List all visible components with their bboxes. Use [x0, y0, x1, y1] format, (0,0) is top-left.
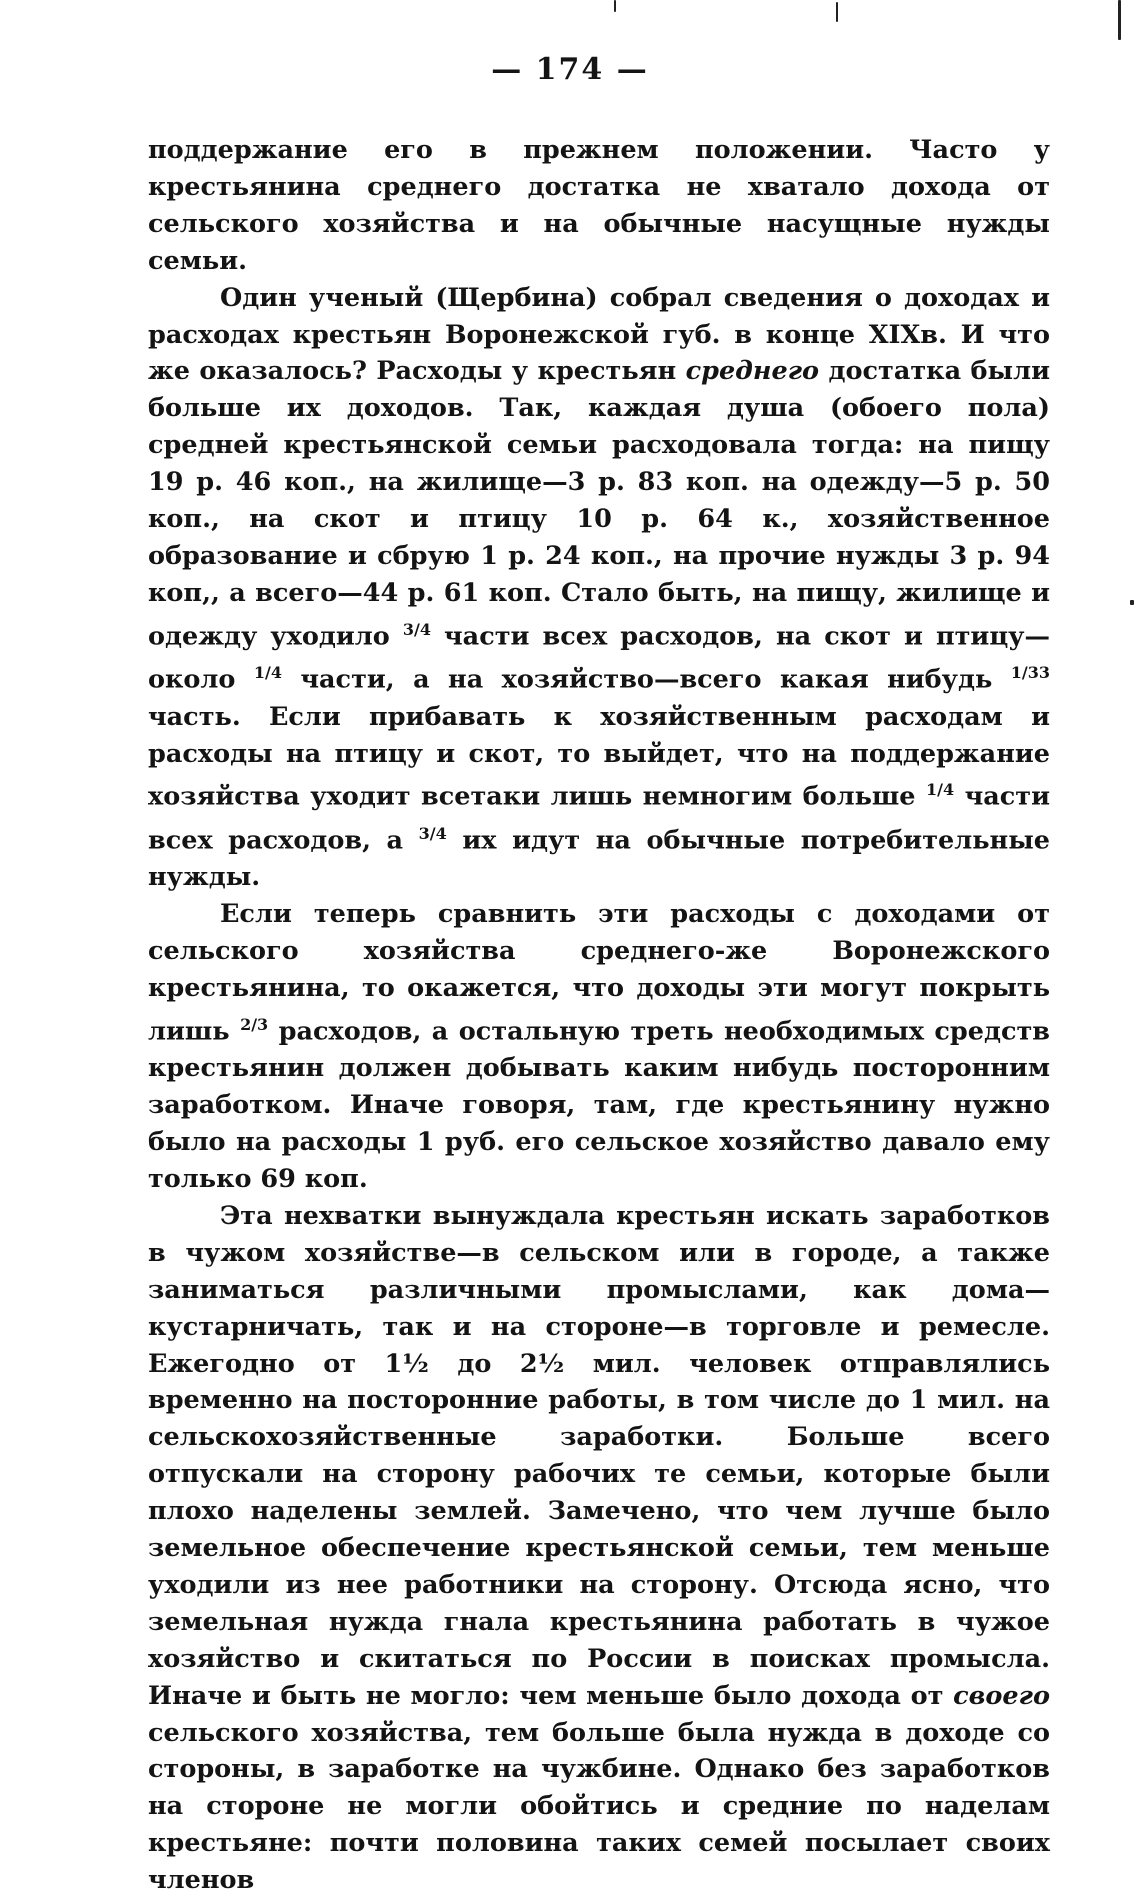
paragraph: [148, 280, 1050, 897]
scan-mark: [1118, 0, 1121, 40]
text-run: часть. Если прибавать к хозяйственным расходам и расходы на птицу и скот, то выйдет, что на поддержание хозяйства уходит всетаки лишь немногим больше: [148, 701, 1050, 812]
text-run: их идут на обычные потребительные нужды.: [148, 825, 1050, 893]
fraction: 1/33: [1010, 663, 1050, 683]
text-run: Эта нехватки вынуждала крестьян искать заработков в чужом хозяйстве—в сельском или в городе, а также заниматься различными промыслами, как дома—кустарничать, так и на стороне—в торговле и ремесле. Ежегодно от 1½ до 2½ мил. человек отправлялись временно на посторонние работы, в том числе до 1 мил. на сельскохозяйственные заработки. Больше всего отпускали на сторону рабочих те семьи, которые были плохо наделены землей. Замечено, что чем лучше было земельное обеспечение крестьянской семьи, тем меньше уходили из нее работники на сторону. Отсюда ясно, что земельная нужда гнала крестьянина работать в чужое хозяйство и скитаться по России в поисках промысла. Иначе и быть не могло: чем меньше было дохода от: [148, 1200, 1050, 1711]
scan-mark: [614, 0, 616, 12]
text-run: достатка были больше их доходов. Так, каждая душа (обоего пола) средней крестьянской семьи расходовала тогда: на пищу 19 р. 46 коп., на жилище—3 р. 83 коп. на одежду—5 р. 50 коп., на скот и птицу 10 р. 64 к., хозяйственное образование и сбрую 1 р. 24 коп., на прочие нужды 3 р. 94 коп,, а всего—44 р. 61 коп. Стало быть, на пищу, жилище и одежду уходило: [148, 356, 1051, 652]
scan-mark: [1130, 600, 1134, 605]
paragraph: [148, 1198, 1050, 1899]
scan-mark: [836, 2, 838, 22]
fraction: 3/4: [402, 619, 431, 639]
text-run: части всех расходов, на скот и птицу— около: [148, 621, 1051, 695]
fraction: 2/3: [240, 1014, 269, 1034]
text-run: Один ученый (Щербина) собрал сведения о доходах и расходах крестьян Воронежской губ. в конце XIXв. И что же оказалось? Расходы у крестьян: [148, 282, 1050, 387]
fraction: 3/4: [418, 823, 447, 843]
text-run: части всех расходов, а: [148, 781, 1050, 856]
emphasis-text: своего: [953, 1680, 1050, 1711]
text-run: части, а на хозяйство—всего какая нибудь: [281, 664, 1011, 695]
fraction: 1/4: [253, 663, 282, 683]
fraction: 1/4: [925, 780, 955, 800]
paragraph: [148, 132, 1050, 280]
paragraph: [148, 896, 1050, 1198]
text-run: поддержание его в прежнем положении. Часто у крестьянина среднего достатка не хватало дохода от сельского хозяйства и на обычные насущные нужды семьи.: [148, 135, 1050, 276]
text-run: Если теперь сравнить эти расходы с доходами от сельского хозяйства среднего-же Воронежского крестьянина, то окажется, что доходы эти могут покрыть лишь: [148, 899, 1050, 1047]
text-run: сельского хозяйства, тем больше была нужда в доходе со стороны, в заработке на чужбине. Однако без заработков на стороне не могли обойтись и средние по наделам крестьяне: почти половина таких семей посылает своих членов: [148, 1717, 1050, 1896]
text-run: расходов, а остальную треть необходимых средств крестьянин должен добывать каким нибудь посторонним заработком. Иначе говоря, там, где крестьянину нужно было на расходы 1 руб. его сельское хозяйство давало ему только 69 коп.: [148, 1016, 1050, 1194]
body-text: [148, 132, 1050, 1899]
emphasis-text: среднего: [685, 356, 820, 387]
page-number: — 174 —: [491, 52, 649, 87]
